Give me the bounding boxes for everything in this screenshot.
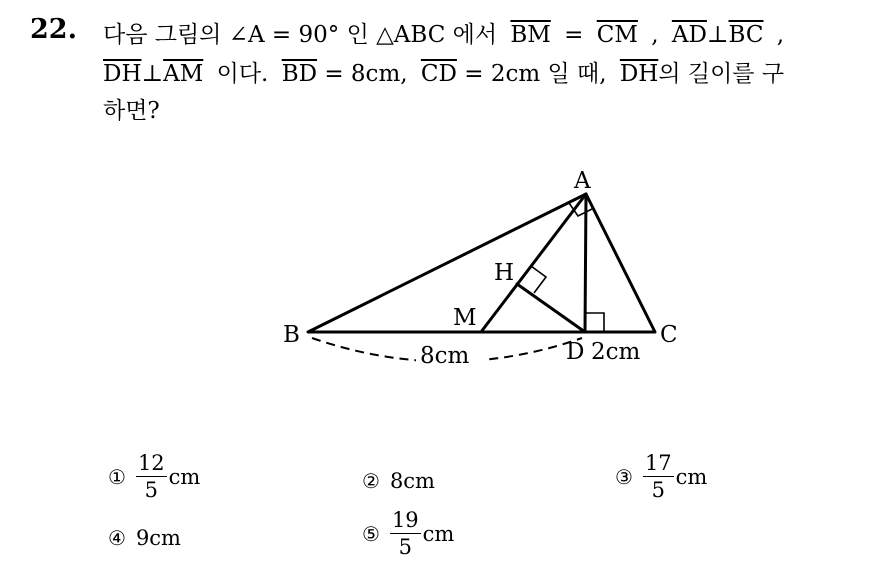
label-d: D (566, 339, 585, 365)
label-h: H (494, 260, 515, 286)
question-line-3: 하면? (103, 98, 160, 124)
label-m: M (453, 305, 477, 331)
equals-sign: = (564, 22, 584, 48)
label-a: A (574, 168, 591, 194)
question-text: = 2cm 일 때, (464, 61, 607, 87)
segment-ad-line (585, 194, 586, 332)
choice-2[interactable] (362, 469, 435, 493)
length-label-bd: 8cm (420, 343, 470, 369)
question-text: 다음 그림의 ∠A = 90° 인 △ABC 에서 (103, 22, 498, 48)
choice-text: 8cm (389, 469, 435, 493)
choice-1[interactable] (108, 453, 200, 501)
choice-5[interactable] (362, 510, 454, 558)
segment-bc: $\overline{BC}$ (728, 22, 764, 48)
fraction: $\frac{12}{5}$ (137, 451, 165, 502)
length-label-dc: 2cm (591, 339, 641, 365)
question-text: 이다. (216, 61, 269, 87)
perpendicular-symbol: ⊥ (141, 61, 164, 87)
segment-dh-line (517, 284, 585, 332)
choice-number: ④ (108, 526, 126, 550)
choice-number: ③ (615, 465, 633, 489)
choice-4[interactable] (108, 526, 181, 550)
segment-bm: $\overline{BM}$ (510, 22, 551, 48)
question-number: 22. (30, 14, 77, 45)
triangle-abc (308, 194, 655, 332)
choice-text: 9cm (135, 526, 181, 550)
segment-cd: $\overline{CD}$ (420, 61, 457, 87)
choice-number: ① (108, 465, 126, 489)
unit-label: cm (675, 465, 708, 489)
segment-bd: $\overline{BD}$ (281, 61, 318, 87)
segment-dh: $\overline{DH}$ (103, 61, 142, 87)
right-angle-mark-d (585, 313, 604, 332)
question-text: = 8cm, (324, 61, 408, 87)
fraction: $\frac{19}{5}$ (391, 508, 419, 559)
unit-label: cm (422, 522, 455, 546)
segment-dh: $\overline{DH}$ (619, 61, 659, 87)
label-c: C (660, 322, 678, 348)
segment-cm: $\overline{CM}$ (596, 22, 638, 48)
question-text: 의 길이를 구 (658, 61, 785, 87)
perpendicular-symbol: ⊥ (706, 22, 729, 48)
choice-3[interactable] (615, 453, 707, 501)
comma: , (776, 22, 785, 48)
right-angle-mark-h (531, 266, 546, 293)
unit-label: cm (168, 465, 201, 489)
segment-ad: $\overline{AD}$ (671, 22, 707, 48)
comma: , (651, 22, 659, 48)
label-b: B (283, 322, 300, 348)
segment-am: $\overline{AM}$ (163, 61, 204, 87)
choice-number: ② (362, 469, 380, 493)
fraction: $\frac{17}{5}$ (644, 451, 672, 502)
choice-number: ⑤ (362, 522, 380, 546)
